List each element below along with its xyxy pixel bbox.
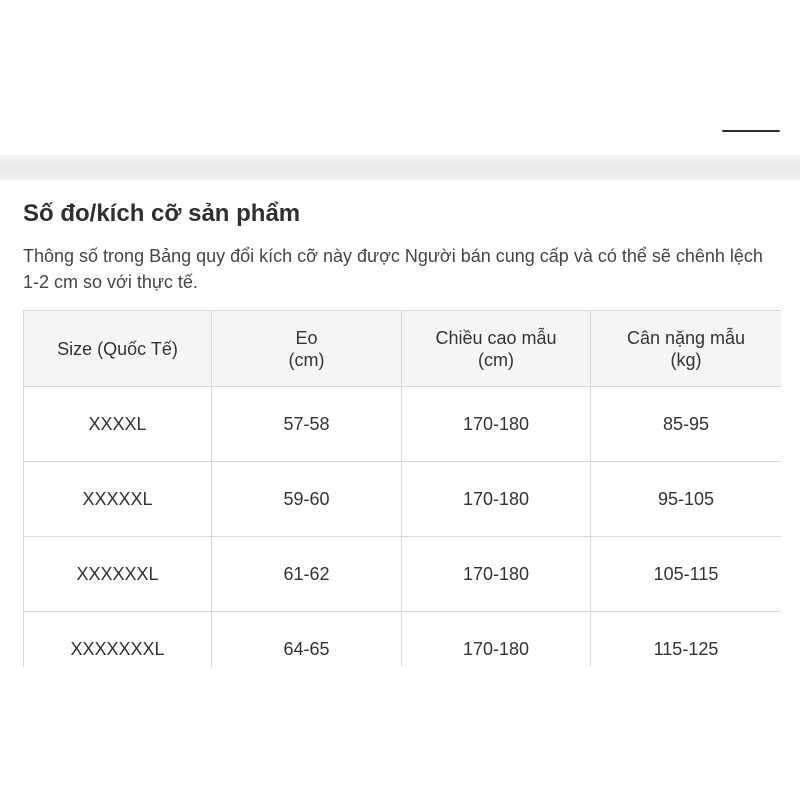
header-label: Cân nặng mẫu: [626, 327, 746, 348]
cell-size: XXXXL: [24, 387, 212, 462]
header-waist: [212, 311, 402, 387]
cell-waist: 64-65: [212, 612, 402, 668]
cell-waist: 59-60: [212, 462, 402, 537]
table-header-row: [24, 311, 782, 387]
cell-size: XXXXXL: [24, 462, 212, 537]
cell-waist: 57-58: [212, 387, 402, 462]
section-divider: [0, 155, 800, 180]
section-title: Số đo/kích cỡ sản phẩm: [23, 200, 301, 227]
table-row: [24, 462, 782, 537]
cell-weight: 115-125: [591, 612, 782, 668]
header-unit: (kg): [670, 349, 702, 370]
cell-weight: 105-115: [591, 537, 782, 612]
cell-height: 170-180: [402, 387, 591, 462]
cell-height: 170-180: [402, 537, 591, 612]
size-chart-table: [23, 310, 781, 667]
cell-waist: 61-62: [212, 537, 402, 612]
cell-weight: 85-95: [591, 387, 782, 462]
top-area: [0, 0, 800, 155]
table-row: [24, 537, 782, 612]
section-description: Thông số trong Bảng quy đổi kích cỡ này được Người bán cung cấp và có thể sẽ chênh lệch 1-2 cm so với thực tế.: [23, 246, 763, 292]
header-label: Eo: [295, 327, 318, 348]
table-row: [24, 612, 782, 668]
header-size: [24, 311, 212, 387]
cell-height: 170-180: [402, 612, 591, 668]
header-unit: (cm): [288, 349, 325, 370]
header-model-height: [402, 311, 591, 387]
cell-size: XXXXXXXL: [24, 612, 212, 668]
menu-line-icon[interactable]: [722, 130, 780, 132]
header-label: Chiều cao mẫu: [435, 327, 557, 348]
cell-weight: 95-105: [591, 462, 782, 537]
header-unit: (cm): [478, 349, 514, 370]
table-row: [24, 387, 782, 462]
header-model-weight: [591, 311, 782, 387]
cell-size: XXXXXXL: [24, 537, 212, 612]
header-label: Size (Quốc Tế): [57, 338, 178, 359]
cell-height: 170-180: [402, 462, 591, 537]
size-table-container[interactable]: [23, 310, 781, 667]
